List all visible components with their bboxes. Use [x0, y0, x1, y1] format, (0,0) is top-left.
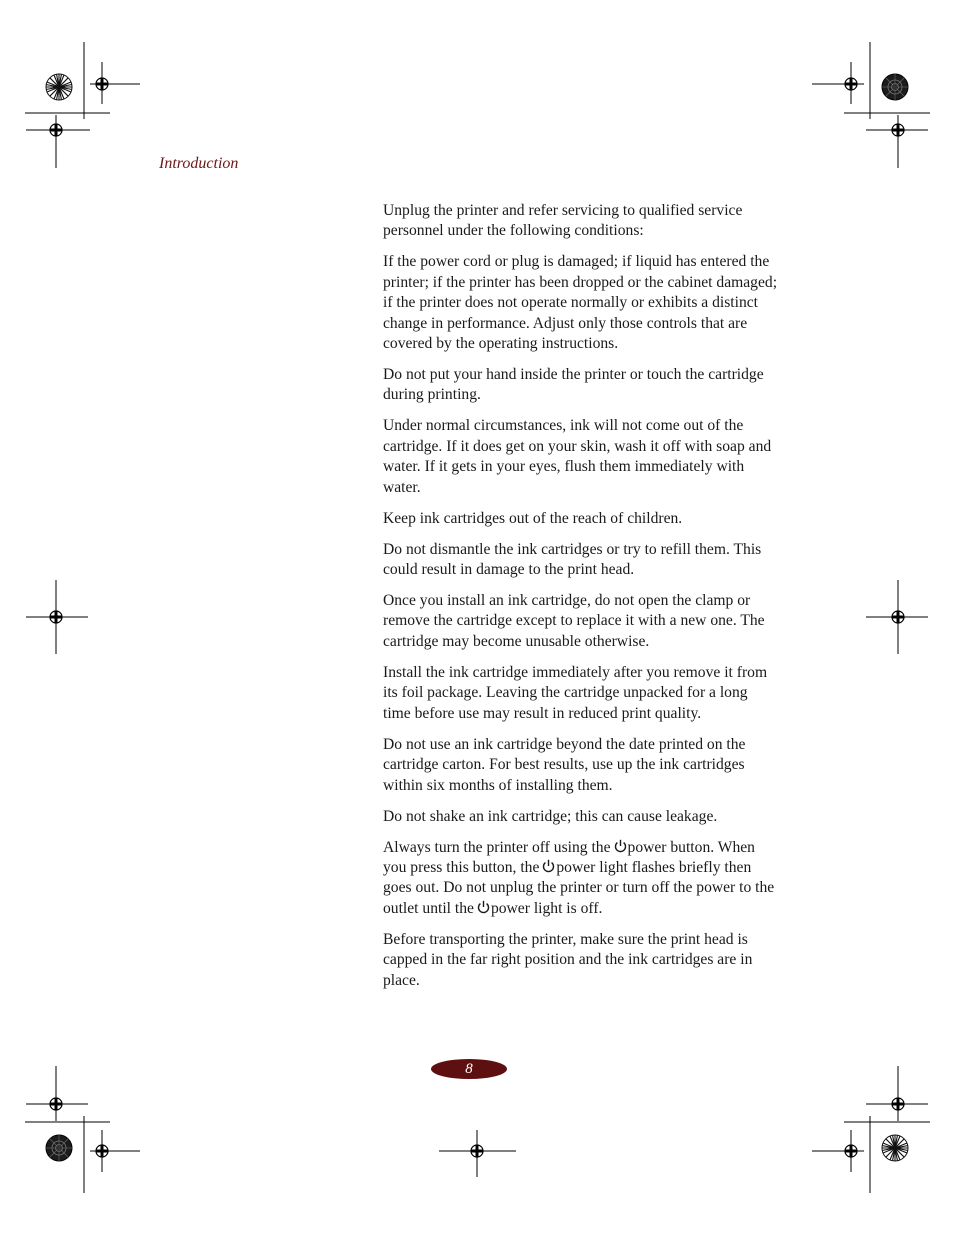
paragraph: Under normal circumstances, ink will not come out of the cartridge. If it does get on your skin, wash it off with soap and water. If it gets in your eyes, flush them immediately with water.	[383, 417, 772, 496]
color-wheel-icon	[882, 74, 908, 100]
registration-mark-icon	[845, 1145, 857, 1157]
paragraph: Install the ink cartridge immediately after you remove it from its foil package. Leaving the cartridge unpacked for a long time before use may result in reduced print quality.	[383, 663, 768, 722]
registration-mark-icon	[96, 78, 108, 90]
text-run: power button. When you press this button, the	[383, 838, 755, 876]
paragraph: Keep ink cartridges out of the reach of children.	[383, 509, 683, 527]
paragraph: Before transporting the printer, make sure the print head is capped in the far right position and the ink cartridges are in place.	[383, 930, 753, 989]
registration-mark-icon	[471, 1145, 483, 1157]
paragraph-power	[383, 838, 779, 920]
text-run: power light flashes briefly then goes out. Do not unplug the printer or turn off the power to the outlet until the	[383, 858, 775, 917]
registration-mark-icon	[892, 1098, 904, 1110]
registration-mark-icon	[892, 124, 904, 136]
registration-mark-icon	[96, 1145, 108, 1157]
paragraph: Unplug the printer and refer servicing to qualified service personnel under the following conditions:	[383, 202, 743, 240]
paragraph: Do not put your hand inside the printer or touch the cartridge during printing.	[383, 366, 764, 404]
text-run: power light is off.	[490, 899, 603, 917]
power-icon	[542, 859, 555, 873]
registration-mark-icon	[50, 611, 62, 623]
power-icon	[477, 900, 490, 914]
color-wheel-icon	[46, 74, 72, 100]
section-header: Introduction	[159, 155, 239, 172]
color-wheel-icon	[882, 1135, 908, 1161]
paragraph: Do not shake an ink cartridge; this can cause leakage.	[383, 807, 718, 825]
text-run: Always turn the printer off using the	[383, 838, 611, 856]
registration-mark-icon	[892, 611, 904, 623]
color-wheel-icon	[46, 1135, 72, 1161]
registration-mark-icon	[50, 1098, 62, 1110]
safety-instructions	[383, 201, 779, 1002]
paragraph: Do not use an ink cartridge beyond the date printed on the cartridge carton. For best results, use up the ink cartridges within six months of installing them.	[383, 735, 746, 794]
paragraph: Once you install an ink cartridge, do not open the clamp or remove the cartridge except to replace it with a new one. The cartridge may become unusable otherwise.	[383, 592, 765, 650]
power-icon	[614, 839, 627, 853]
paragraph: Do not dismantle the ink cartridges or try to refill them. This could result in damage to the print head.	[383, 540, 762, 579]
registration-mark-icon	[50, 124, 62, 136]
page-number-badge: 8	[431, 1059, 507, 1079]
registration-mark-icon	[845, 78, 857, 90]
paragraph: If the power cord or plug is damaged; if liquid has entered the printer; if the printer has been dropped or the cabinet damaged; if the printer does not operate normally or exhibits a distinct change in performance. Adjust only those controls that are covered by the operating instructions.	[383, 253, 778, 353]
